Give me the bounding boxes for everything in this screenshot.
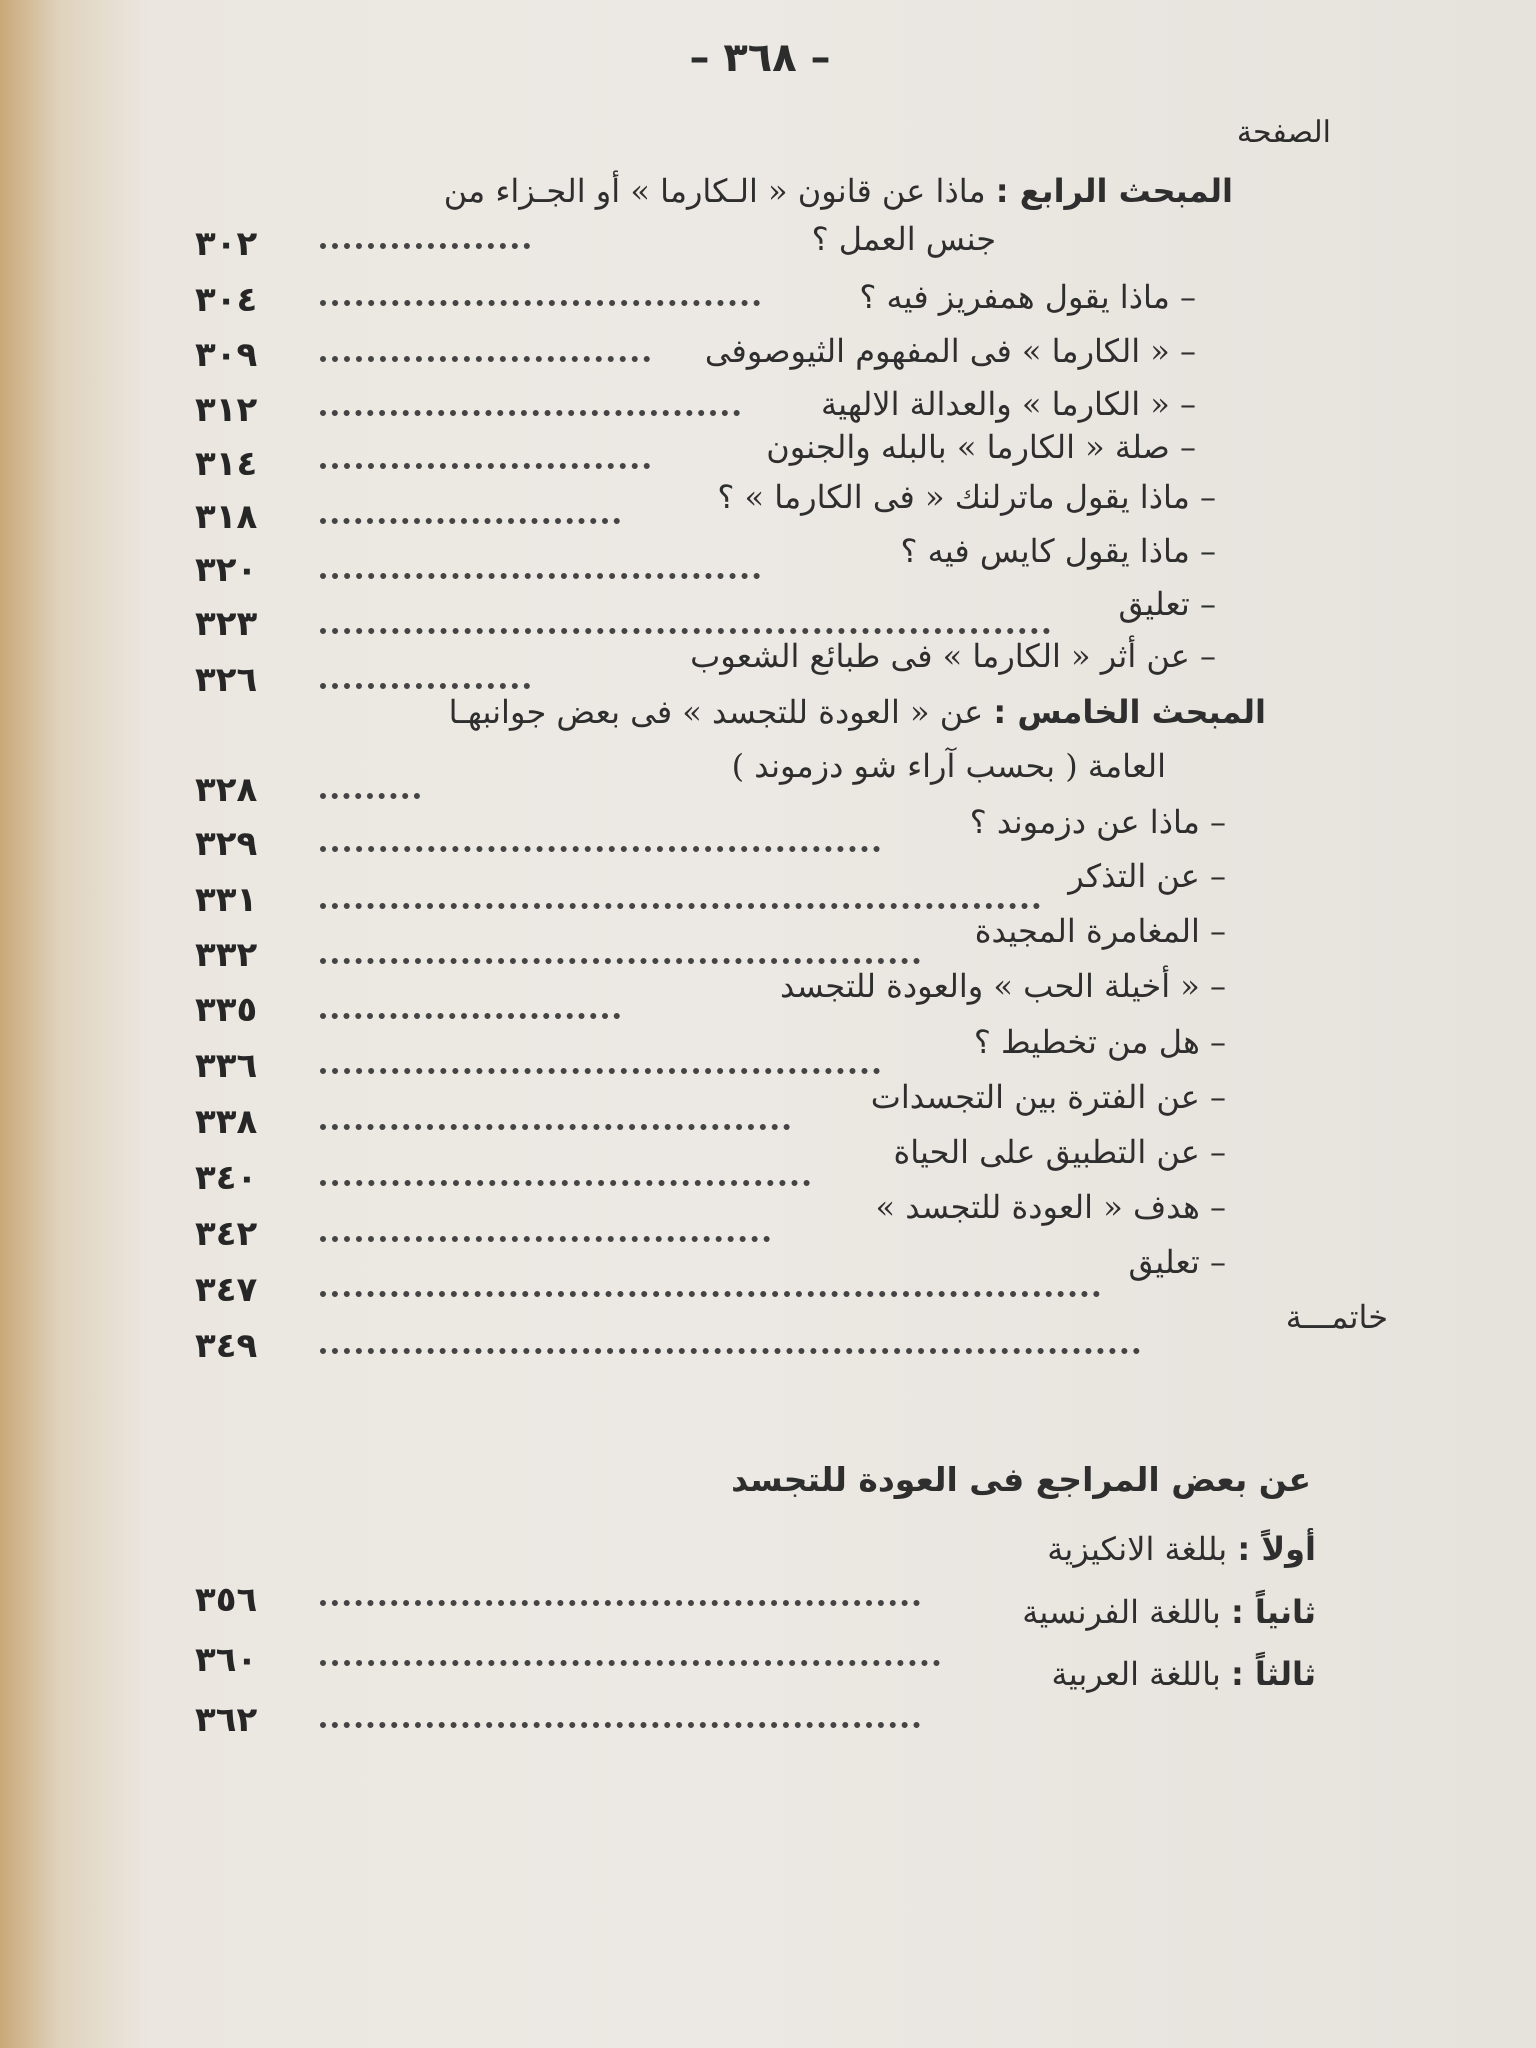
ref-item-1	[1047, 1530, 1316, 1568]
dot-leader	[320, 356, 650, 362]
toc-item-4-1: – ماذا يقول همفريز فيه ؟	[859, 278, 1196, 316]
toc-page-5-6: ٣٣٨	[195, 1102, 258, 1142]
toc-page-5-2: ٣٣١	[195, 880, 258, 920]
dot-leader	[320, 683, 530, 689]
toc-item-5-3: – المغامرة المجيدة	[974, 912, 1226, 950]
dot-leader	[320, 463, 650, 469]
toc-item-4-2: – « الكارما » فى المفهوم الثيوصوفى	[704, 332, 1196, 370]
toc-item-5-6: – عن الفترة بين التجسدات	[870, 1078, 1226, 1116]
ref-item-3-label: ثالثاً :	[1230, 1655, 1316, 1693]
ref-item-1-text: بللغة الانكيزية	[1047, 1530, 1228, 1568]
toc-page-5-7: ٣٤٠	[195, 1158, 258, 1198]
section5-title-page: ٣٢٨	[195, 770, 258, 810]
section4-title-text: ماذا عن قانون « الـكارما » أو الجـزاء من	[443, 172, 986, 210]
dot-leader	[320, 1068, 880, 1074]
dot-leader	[320, 573, 760, 579]
references-title: عن بعض المراجع فى العودة للتجسد	[731, 1460, 1311, 1499]
ref-item-3-page: ٣٦٢	[195, 1700, 258, 1740]
dot-leader	[320, 1124, 790, 1130]
dot-leader	[320, 1348, 1140, 1354]
toc-page-4-7: ٣٢٣	[195, 604, 258, 644]
section5-title-text: عن « العودة للتجسد » فى بعض جوانبهـا	[448, 693, 984, 731]
toc-item-5-7: – عن التطبيق على الحياة	[893, 1133, 1226, 1171]
toc-page-5-8: ٣٤٢	[195, 1214, 258, 1254]
toc-page-4-3: ٣١٢	[195, 390, 258, 430]
ref-item-3	[1052, 1655, 1316, 1693]
toc-conclusion: خاتمـــة	[1285, 1298, 1388, 1336]
toc-conclusion-page: ٣٤٩	[195, 1326, 258, 1366]
toc-item-5-5: – هل من تخطيط ؟	[973, 1023, 1226, 1061]
section5-title-cont: العامة ( بحسب آراء شو دزموند )	[731, 747, 1166, 785]
toc-page-4-4: ٣١٤	[195, 444, 258, 484]
dot-leader	[320, 1236, 770, 1242]
section4-title-page: ٣٠٢	[195, 224, 258, 264]
ref-item-1-page: ٣٥٦	[195, 1580, 258, 1620]
section4-title-label: المبحث الرابع :	[995, 172, 1233, 210]
page-column-header: الصفحة	[1236, 115, 1331, 150]
toc-item-5-8: – هدف « العودة للتجسد »	[875, 1188, 1226, 1226]
toc-item-4-7: – تعليق	[1118, 585, 1216, 623]
dot-leader	[320, 1013, 620, 1019]
toc-item-4-3: – « الكارما » والعدالة الالهية	[821, 385, 1196, 423]
ref-item-2	[1022, 1593, 1316, 1631]
dot-leader	[320, 1722, 920, 1728]
toc-item-4-5: – ماذا يقول ماترلنك « فى الكارما » ؟	[717, 478, 1216, 516]
toc-page-5-4: ٣٣٥	[195, 990, 258, 1030]
page-number: – ٣٦٨ –	[689, 35, 831, 81]
toc-item-4-6: – ماذا يقول كايس فيه ؟	[900, 532, 1216, 570]
ref-item-3-text: باللغة العربية	[1051, 1655, 1221, 1693]
dot-leader	[320, 1660, 940, 1666]
toc-page-4-8: ٣٢٦	[195, 660, 258, 700]
toc-page-4-1: ٣٠٤	[195, 280, 258, 320]
toc-item-5-9: – تعليق	[1128, 1243, 1226, 1281]
dot-leader	[320, 300, 760, 306]
dot-leader	[320, 1291, 1100, 1297]
dot-leader	[320, 410, 740, 416]
toc-page-4-2: ٣٠٩	[195, 335, 258, 375]
ref-item-2-page: ٣٦٠	[195, 1640, 258, 1680]
section5-title-label: المبحث الخامس :	[993, 693, 1266, 731]
dot-leader	[320, 958, 920, 964]
toc-item-5-2: – عن التذكر	[1068, 857, 1226, 895]
toc-page-4-6: ٣٢٠	[195, 550, 258, 590]
toc-page-5-1: ٣٢٩	[195, 824, 258, 864]
dot-leader	[320, 903, 1040, 909]
toc-item-5-1: – ماذا عن دزموند ؟	[969, 803, 1226, 841]
section4-title-cont: جنس العمل ؟	[811, 220, 996, 258]
dot-leader	[320, 846, 880, 852]
toc-item-4-4: – صلة « الكارما » بالبله والجنون	[766, 428, 1196, 466]
dot-leader	[320, 518, 620, 524]
toc-page-5-3: ٣٣٢	[195, 935, 258, 975]
toc-page-4-5: ٣١٨	[195, 497, 258, 537]
ref-item-1-label: أولاً :	[1237, 1530, 1316, 1568]
dot-leader	[320, 1600, 920, 1606]
section5-title	[449, 693, 1266, 731]
toc-page-5-5: ٣٣٦	[195, 1046, 258, 1086]
toc-page-5-9: ٣٤٧	[195, 1270, 258, 1310]
ref-item-2-label: ثانياً :	[1230, 1593, 1316, 1631]
section4-title	[444, 172, 1233, 210]
toc-item-4-8: – عن أثر « الكارما » فى طبائع الشعوب	[690, 637, 1216, 675]
ref-item-2-text: باللغة الفرنسية	[1022, 1593, 1221, 1631]
toc-item-5-4: – « أخيلة الحب » والعودة للتجسد	[779, 967, 1226, 1005]
dot-leader	[320, 1180, 810, 1186]
dot-leader	[320, 243, 530, 249]
dot-leader	[320, 628, 1050, 634]
dot-leader	[320, 793, 420, 799]
